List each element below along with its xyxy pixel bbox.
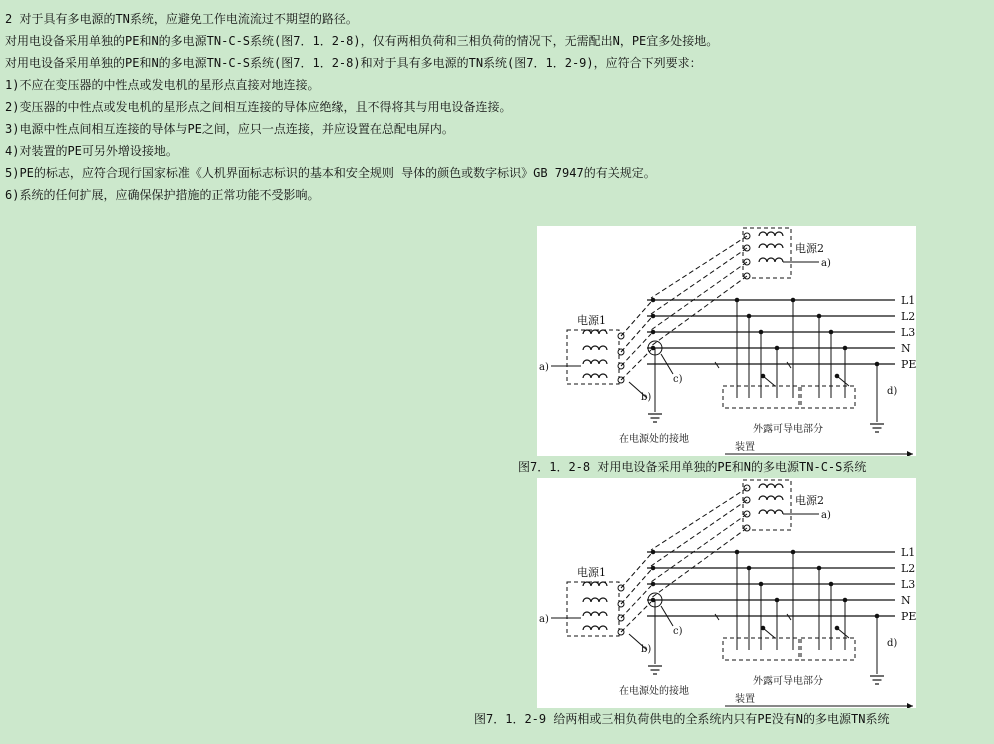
source1-winding <box>583 330 607 334</box>
source1-dashed-link <box>621 586 651 618</box>
pe-switch-pivot <box>761 374 766 379</box>
load-tap-junction <box>759 582 764 587</box>
requirement-4: 4)对装置的PE可另外增设接地。 <box>5 144 178 158</box>
ground-at-source-label: 在电源处的接地 <box>619 434 689 445</box>
bus-junction <box>651 550 656 555</box>
source1-dashed-link <box>621 318 651 352</box>
marker-c: c) <box>673 374 683 385</box>
source1-winding <box>583 582 607 586</box>
load-tap-junction <box>775 346 780 351</box>
load-tap-junction <box>817 314 822 319</box>
bus-junction <box>651 314 656 319</box>
source1-marker-a: a) <box>539 362 549 373</box>
paragraph-3: 对用电设备采用单独的PE和N的多电源TN-C-S系统(图7．1．2-8)和对于具有多电源的TN系统(图7．1．2-9)，应符合下列要求： <box>5 56 702 70</box>
ground-at-source-label: 在电源处的接地 <box>619 686 689 697</box>
load-tap-junction <box>829 582 834 587</box>
load-tap-junction <box>791 550 796 555</box>
equipment-2 <box>801 386 855 408</box>
figure-7-1-2-8 <box>537 226 916 456</box>
bus-junction <box>651 298 656 303</box>
equipment-2 <box>801 638 855 660</box>
bus-label-n: N <box>901 342 911 355</box>
source2-dashed-link <box>651 488 747 550</box>
load-tap-junction <box>759 330 764 335</box>
figure-caption-7-1-2-8: 图7．1．2-8 对用电设备采用单独的PE和N的多电源TN-C-S系统 <box>518 460 867 474</box>
load-tap-junction <box>735 298 740 303</box>
pe-tick <box>787 362 791 368</box>
pe-switch <box>763 628 775 638</box>
bus-label-pe: PE <box>901 358 916 371</box>
load-tap-junction <box>775 598 780 603</box>
pe-tick <box>715 362 719 368</box>
source1-dashed-link <box>621 334 651 366</box>
source2-marker-a: a) <box>821 510 831 521</box>
source1-marker-a: a) <box>539 614 549 625</box>
source1-dashed-link <box>621 602 651 632</box>
source1-winding <box>583 360 607 364</box>
installation-label: 装置 <box>735 442 755 453</box>
marker-b: b) <box>641 644 652 655</box>
source2-label: 电源2 <box>795 494 824 507</box>
source1-dashed-link <box>621 302 651 336</box>
source2-dashed-link <box>651 248 747 314</box>
pe-switch <box>837 628 849 638</box>
paragraph-1: 2 对于具有多电源的TN系统，应避免工作电流流过不期望的路径。 <box>5 12 358 26</box>
source2-winding <box>759 258 783 262</box>
source2-label: 电源2 <box>795 242 824 255</box>
source2-dashed-link <box>651 528 747 598</box>
load-tap-junction <box>791 298 796 303</box>
pe-switch <box>763 376 775 386</box>
pe-tick <box>787 614 791 620</box>
source1-enclosure <box>567 582 619 636</box>
load-tap-junction <box>817 566 822 571</box>
requirement-3: 3)电源中性点间相互连接的导体与PE之间，应只一点连接，并应设置在总配电屏内。 <box>5 122 454 136</box>
bus-label-pe: PE <box>901 610 916 623</box>
bus-label-l3: L3 <box>901 326 916 339</box>
source1-label: 电源1 <box>577 314 606 327</box>
bus-label-l2: L2 <box>901 562 916 575</box>
source-ground-symbol <box>648 414 662 422</box>
bus-junction <box>651 582 656 587</box>
source1-dashed-link <box>621 570 651 604</box>
marker-d: d) <box>887 386 898 397</box>
bus-junction <box>651 330 656 335</box>
source1-winding <box>583 346 607 350</box>
requirement-1: 1)不应在变压器的中性点或发电机的星形点直接对地连接。 <box>5 78 320 92</box>
source2-winding <box>759 496 783 500</box>
figure-7-1-2-9 <box>537 478 916 708</box>
exposed-parts-label: 外露可导电部分 <box>753 424 823 435</box>
bus-label-l3: L3 <box>901 578 916 591</box>
load-tap-junction <box>829 330 834 335</box>
figure-caption-7-1-2-9: 图7．1．2-9 给两相或三相负荷供电的全系统内只有PE没有N的多电源TN系统 <box>474 712 890 726</box>
extra-earth-junction <box>875 362 880 367</box>
source-ground-symbol <box>648 666 662 674</box>
pe-switch <box>837 376 849 386</box>
source2-dashed-link <box>651 262 747 330</box>
extra-earth-junction <box>875 614 880 619</box>
source2-dashed-link <box>651 500 747 566</box>
bus-label-l1: L1 <box>901 546 916 559</box>
source2-dashed-link <box>651 514 747 582</box>
source1-dashed-link <box>621 350 651 380</box>
extra-earth-symbol <box>870 676 884 684</box>
load-tap-junction <box>843 598 848 603</box>
source2-winding <box>759 244 783 248</box>
marker-c: c) <box>673 626 683 637</box>
source1-winding <box>583 626 607 630</box>
source1-dashed-link <box>621 554 651 588</box>
marker-b: b) <box>641 392 652 403</box>
source2-marker-a: a) <box>821 258 831 269</box>
source2-winding <box>759 232 783 236</box>
source2-dashed-link <box>651 276 747 346</box>
pe-switch-pivot <box>761 626 766 631</box>
requirement-6: 6)系统的任何扩展，应确保保护措施的正常功能不受影响。 <box>5 188 320 202</box>
bus-label-l2: L2 <box>901 310 916 323</box>
bus-label-l1: L1 <box>901 294 916 307</box>
bus-label-n: N <box>901 594 911 607</box>
marker-d: d) <box>887 638 898 649</box>
source1-label: 电源1 <box>577 566 606 579</box>
source2-dashed-link <box>651 236 747 298</box>
pe-switch-pivot <box>835 374 840 379</box>
load-tap-junction <box>747 566 752 571</box>
requirement-2: 2)变压器的中性点或发电机的星形点之间相互连接的导体应绝缘，且不得将其与用电设备连接。 <box>5 100 512 114</box>
exposed-parts-label: 外露可导电部分 <box>753 676 823 687</box>
source1-winding <box>583 598 607 602</box>
load-tap-junction <box>747 314 752 319</box>
installation-label: 装置 <box>735 694 755 705</box>
pe-switch-pivot <box>835 626 840 631</box>
load-tap-junction <box>843 346 848 351</box>
source2-winding <box>759 510 783 514</box>
pe-tick <box>715 614 719 620</box>
requirement-5: 5)PE的标志，应符合现行国家标准《人机界面标志标识的基本和安全规则 导体的颜色或数字标识》GB 7947的有关规定。 <box>5 166 656 180</box>
source1-enclosure <box>567 330 619 384</box>
load-tap-junction <box>735 550 740 555</box>
source1-winding <box>583 612 607 616</box>
extra-earth-symbol <box>870 424 884 432</box>
source2-winding <box>759 484 783 488</box>
paragraph-2: 对用电设备采用单独的PE和N的多电源TN-C-S系统(图7．1．2-8)，仅有两相负荷和三相负荷的情况下，无需配出N，PE宜多处接地。 <box>5 34 719 48</box>
bus-junction <box>651 566 656 571</box>
source1-winding <box>583 374 607 378</box>
